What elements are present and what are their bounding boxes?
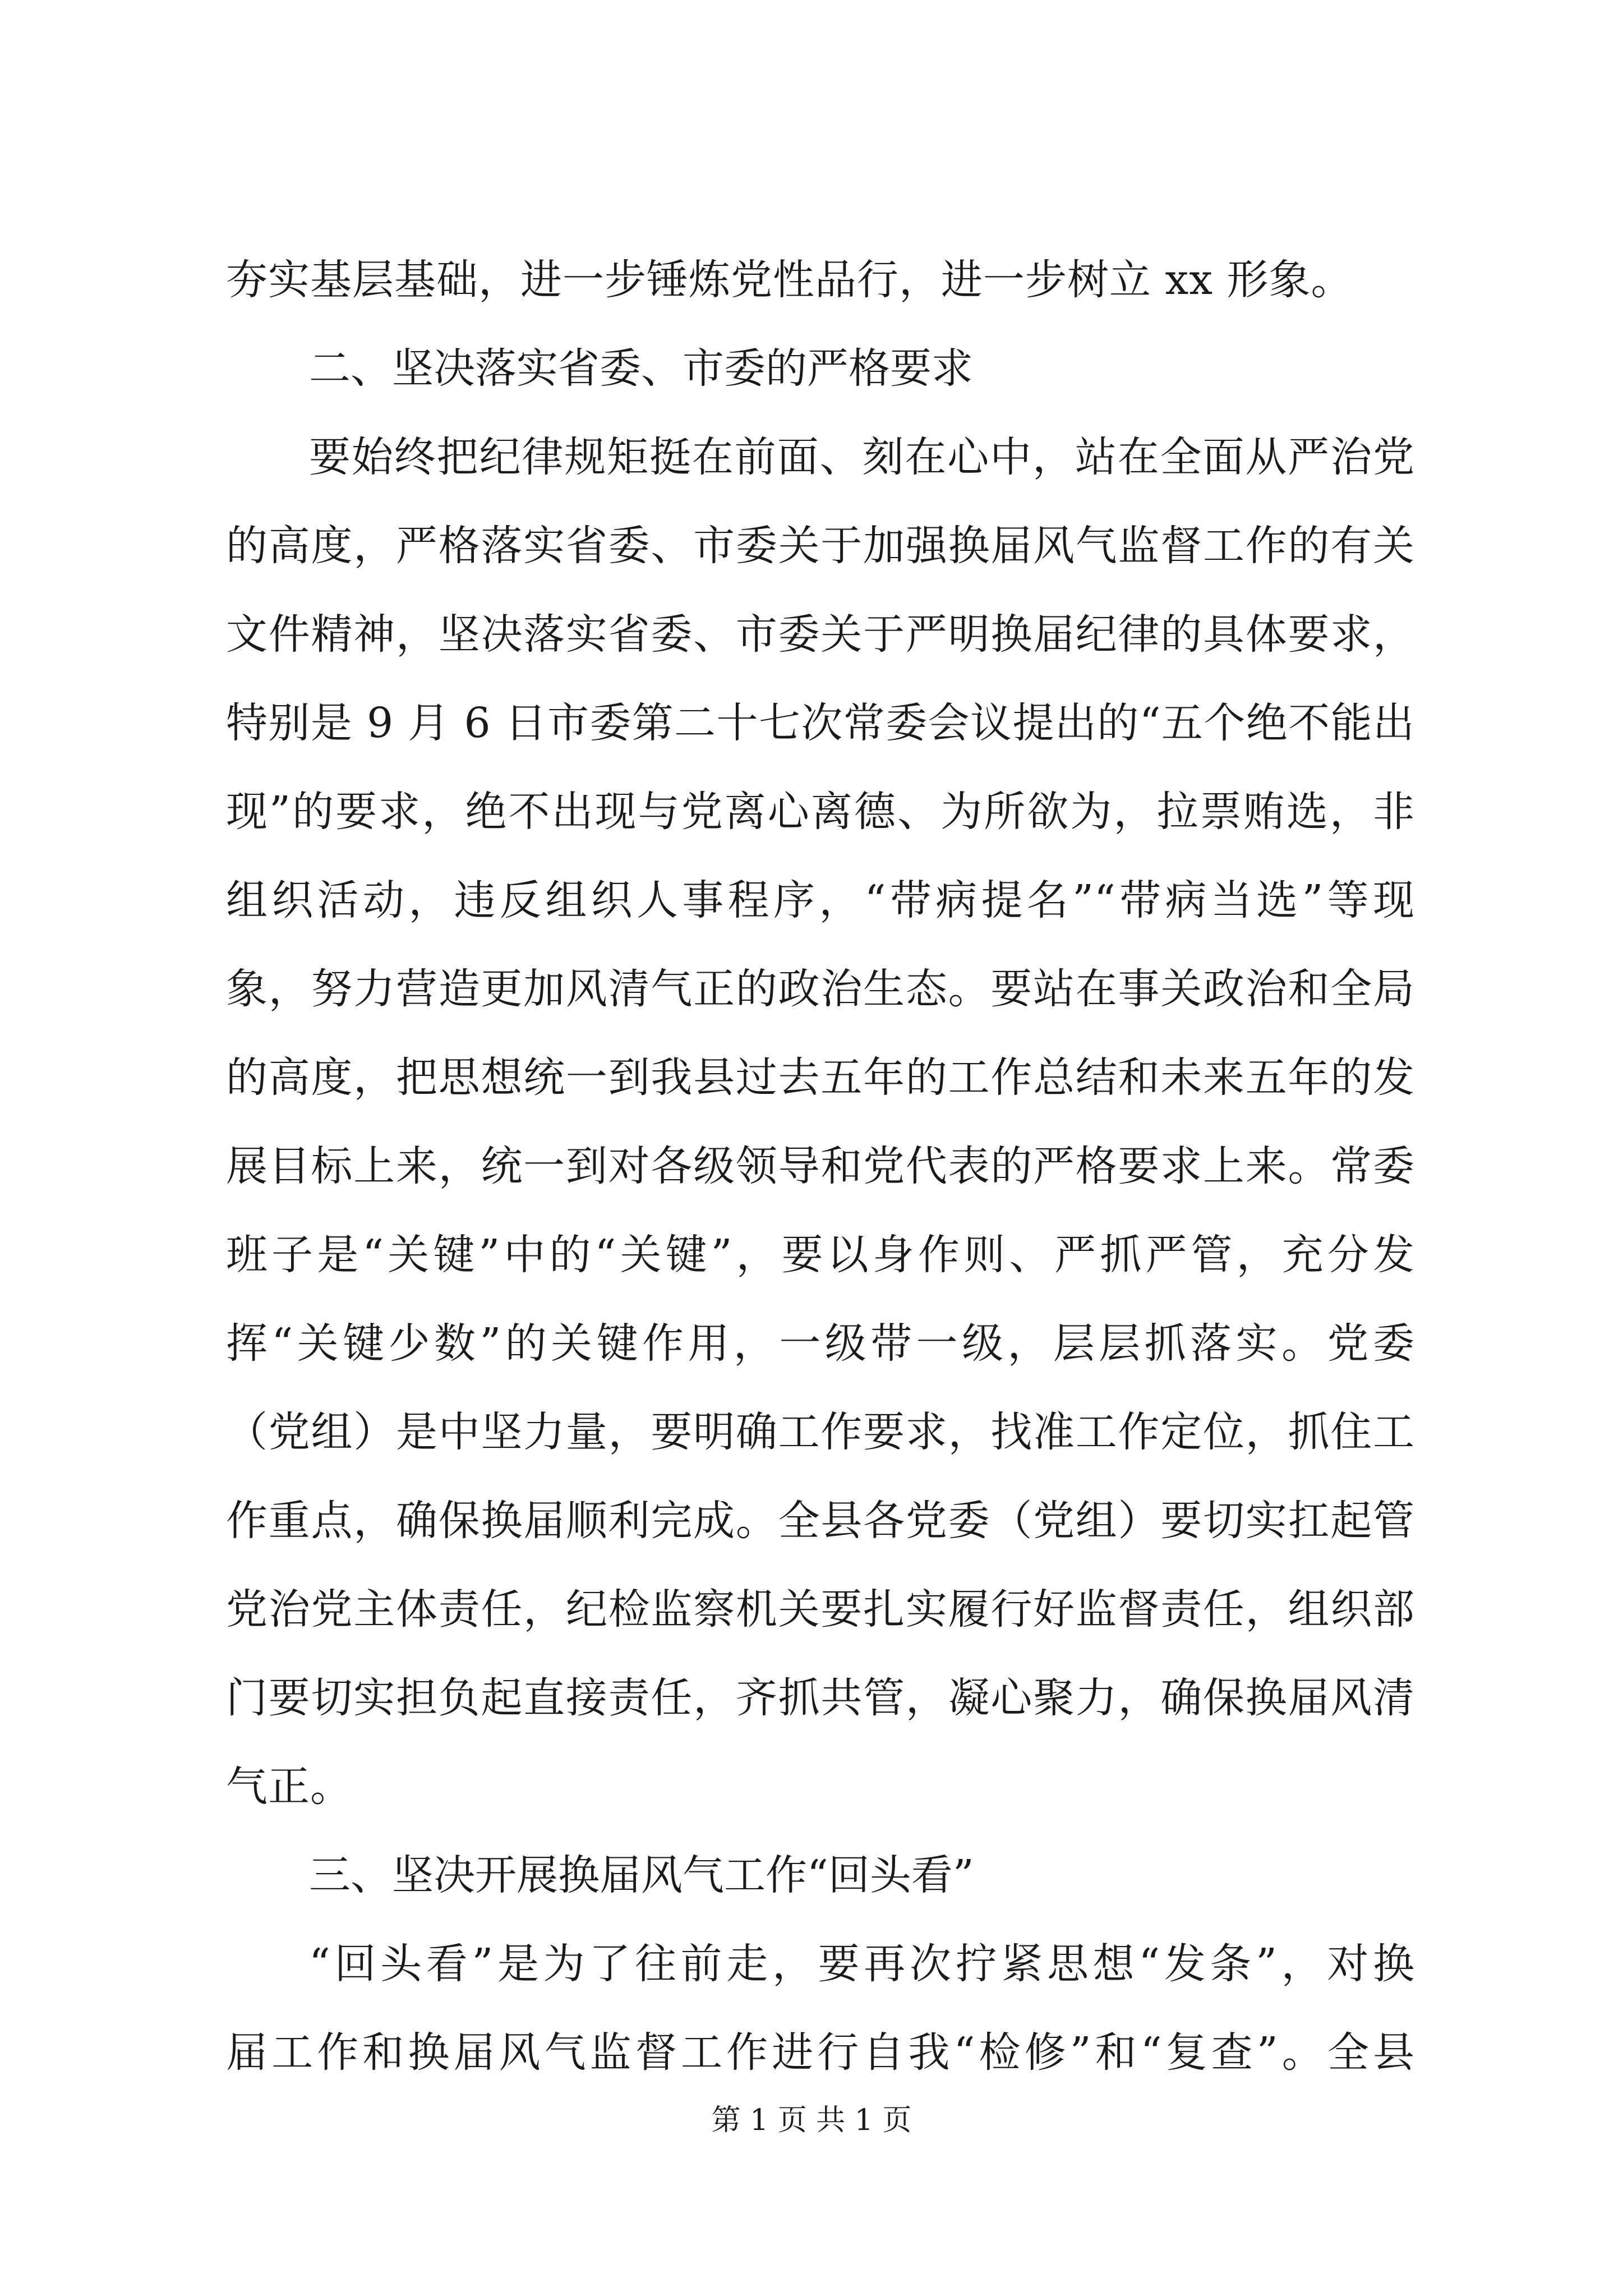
section-heading-3: 三、坚决开展换届风气工作“回头看” xyxy=(309,1851,974,1899)
paragraph-line: 展目标上来，统一到对各级领导和党代表的严格要求上来。常委 xyxy=(226,1142,1415,1190)
paragraph-line: 挥“关键少数”的关键作用，一级带一级，层层抓落实。党委 xyxy=(226,1319,1415,1368)
paragraph-line: 门要切实担负起直接责任，齐抓共管，凝心聚力，确保换届风清 xyxy=(226,1674,1415,1722)
paragraph-line: 气正。 xyxy=(226,1763,352,1811)
paragraph-line: 党治党主体责任，纪检监察机关要扎实履行好监督责任，组织部 xyxy=(226,1585,1415,1634)
paragraph-line: 组织活动，违反组织人事程序，“带病提名”“带病当选”等现 xyxy=(226,876,1415,924)
paragraph-line: 现”的要求，绝不出现与党离心离德、为所欲为，拉票贿选，非 xyxy=(226,788,1415,836)
paragraph-line: 文件精神，坚决落实省委、市委关于严明换届纪律的具体要求， xyxy=(226,610,1415,659)
paragraph-line: 班子是“关键”中的“关键”，要以身作则、严抓严管，充分发 xyxy=(226,1231,1415,1279)
section-heading-2: 二、坚决落实省委、市委的严格要求 xyxy=(309,344,973,393)
paragraph-line: 夯实基层基础，进一步锤炼党性品行，进一步树立 xx 形象。 xyxy=(226,256,1353,304)
paragraph-line: “回头看”是为了往前走，要再次拧紧思想“发条”，对换 xyxy=(309,1940,1415,1988)
page-number-footer: 第 1 页 共 1 页 xyxy=(711,2104,912,2137)
paragraph-line: 要始终把纪律规矩挺在前面、刻在心中，站在全面从严治党 xyxy=(309,433,1415,481)
paragraph-line: 的高度，把思想统一到我县过去五年的工作总结和未来五年的发 xyxy=(226,1053,1415,1102)
document-body xyxy=(226,236,1415,2097)
paragraph-line: 特别是 9 月 6 日市委第二十七次常委会议提出的“五个绝不能出 xyxy=(226,699,1415,747)
paragraph-line: 象，努力营造更加风清气正的政治生态。要站在事关政治和全局 xyxy=(226,965,1415,1013)
paragraph-line: 届工作和换届风气监督工作进行自我“检修”和“复查”。全县 xyxy=(226,2028,1415,2077)
paragraph-line: 的高度，严格落实省委、市委关于加强换届风气监督工作的有关 xyxy=(226,522,1415,570)
paragraph-line: 作重点，确保换届顺利完成。全县各党委（党组）要切实扛起管 xyxy=(226,1497,1415,1545)
paragraph-line: （党组）是中坚力量，要明确工作要求，找准工作定位，抓住工 xyxy=(226,1408,1415,1456)
